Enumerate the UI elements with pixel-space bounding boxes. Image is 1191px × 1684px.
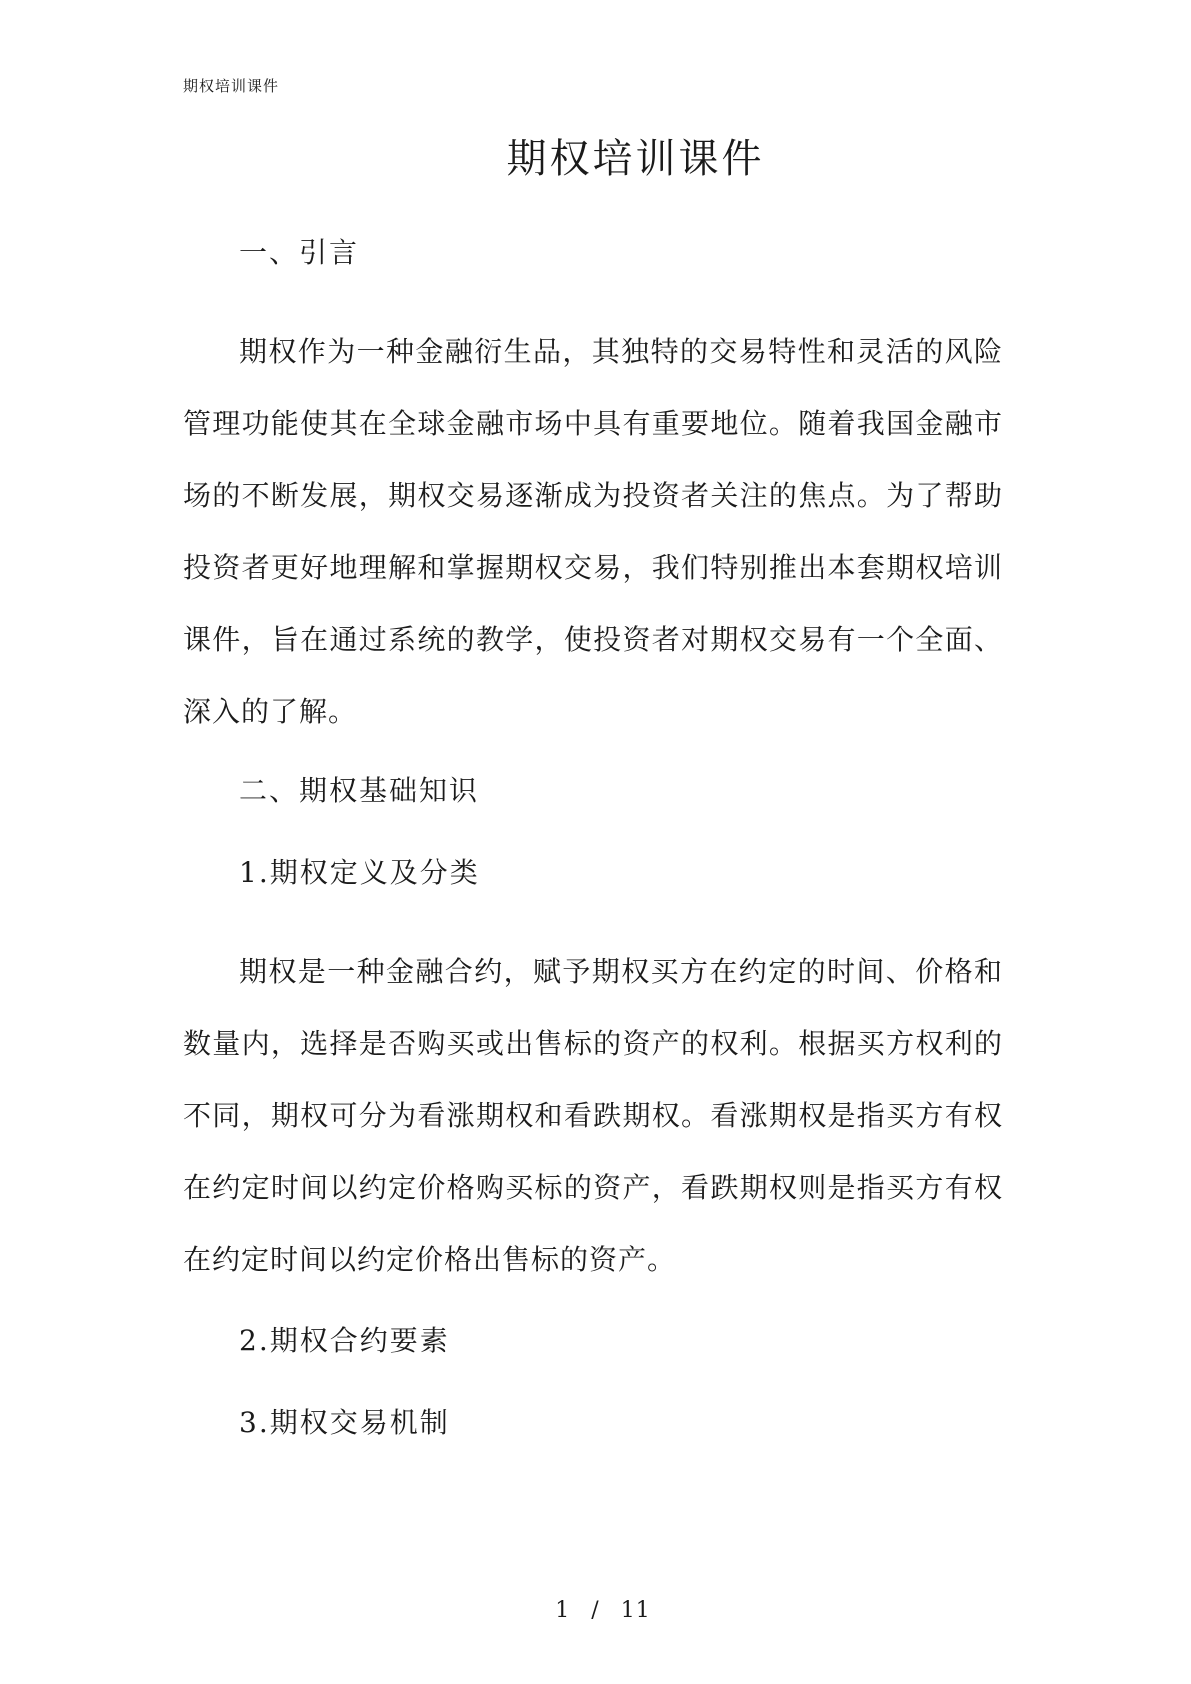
subsection-heading-definition: 1.期权定义及分类 <box>239 856 480 889</box>
section-heading-basics: 二、期权基础知识 <box>239 774 480 807</box>
subsection-heading-contract-elements: 2.期权合约要素 <box>239 1324 450 1357</box>
definition-paragraph: 期权是一种金融合约，赋予期权买方在约定的时间、价格和数量内，选择是否购买或出售标的资产的权利。根据买方权利的不同，期权可分为看涨期权和看跌期权。看涨期权是指买方有权在约定时间以约定价格购买标的资产，看跌期权则是指买方有权在约定时间以约定价格出售标的资产。 <box>183 955 1003 1276</box>
document-body <box>183 230 1003 1486</box>
running-header: 期权培训课件 <box>183 77 280 95</box>
total-page-count: 11 <box>620 1598 651 1623</box>
section-heading-introduction: 一、引言 <box>239 236 360 269</box>
subsection-heading-trading-mechanism: 3.期权交易机制 <box>239 1406 450 1439</box>
page-number-footer <box>0 1597 1191 1625</box>
current-page-number: 1 <box>555 1598 571 1623</box>
document-title: 期权培训课件 <box>506 136 765 182</box>
page-separator: / <box>591 1598 600 1623</box>
introduction-paragraph: 期权作为一种金融衍生品，其独特的交易特性和灵活的风险管理功能使其在全球金融市场中具有重要地位。随着我国金融市场的不断发展，期权交易逐渐成为投资者关注的焦点。为了帮助投资者更好地理解和掌握期权交易，我们特别推出本套期权培训课件，旨在通过系统的教学，使投资者对期权交易有一个全面、深入的了解。 <box>183 335 1003 728</box>
